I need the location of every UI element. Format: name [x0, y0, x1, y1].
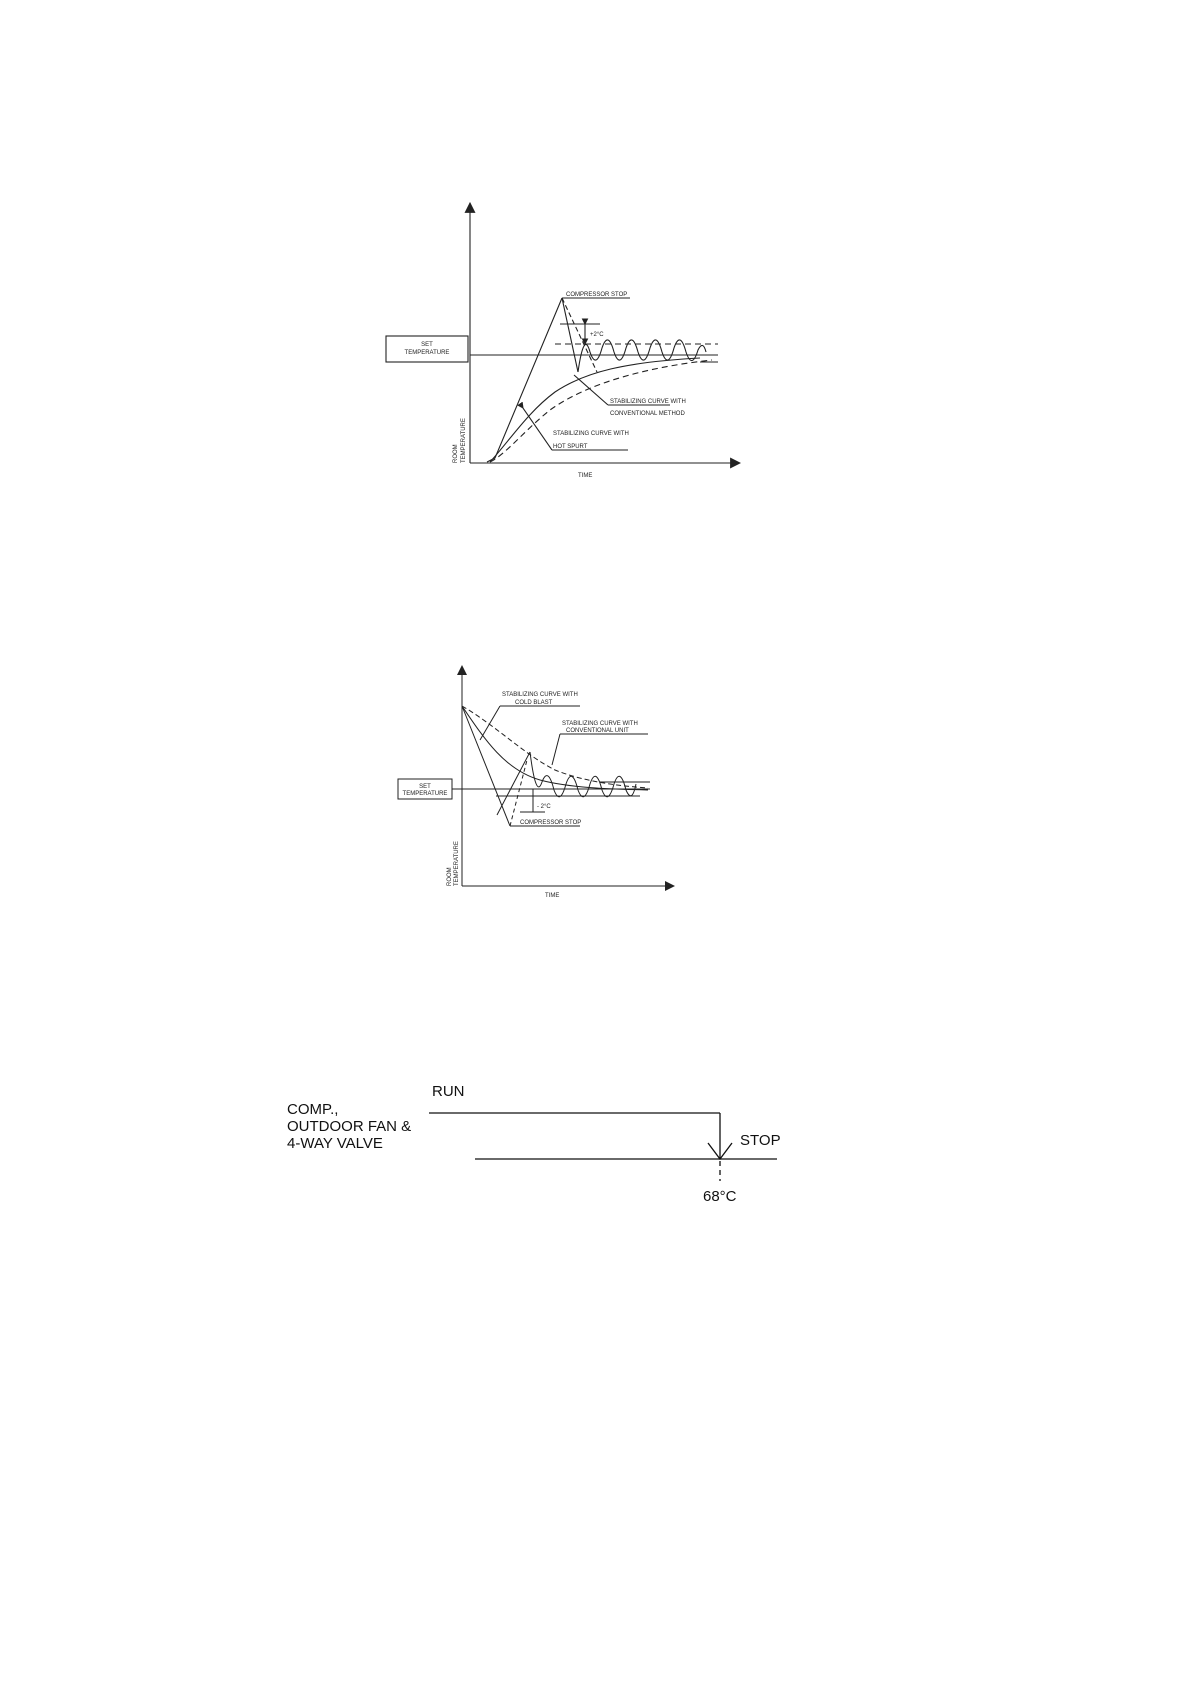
heating-hotspurt-label-1: STABILIZING CURVE WITH [553, 431, 629, 437]
cooling-drop-line [462, 706, 510, 826]
cooling-coldblast-leader [480, 706, 500, 740]
heating-first-dip [562, 298, 578, 372]
stop-label: STOP [740, 1132, 781, 1149]
heating-set-temp-label-1: SET [421, 342, 433, 348]
heating-set-temp-box [386, 336, 468, 362]
heating-hotspurt-curve [490, 358, 700, 462]
cooling-first-rise [497, 752, 530, 815]
protection-labels [287, 1083, 781, 1205]
cooling-coldblast-label-2: COLD BLAST [515, 700, 553, 706]
heating-room-temp-label-2: TEMPERATURE [461, 418, 467, 463]
cooling-room-temp-label-2: TEMPERATURE [454, 841, 460, 886]
heating-set-temp-label-2: TEMPERATURE [404, 350, 450, 356]
heating-room-temp-label-1: ROOM [453, 444, 459, 463]
heating-oscillation [578, 340, 706, 372]
device-label-2: OUTDOOR FAN & [287, 1118, 412, 1135]
heating-conventional-leader [574, 375, 608, 405]
cooling-conventional-label-2: CONVENTIONAL UNIT [566, 728, 629, 734]
heating-hotspurt-leader [523, 408, 552, 450]
cooling-oscillation [530, 752, 636, 797]
protection-diagram [429, 1113, 777, 1181]
cooling-conventional-leader [552, 734, 560, 765]
heating-conventional-label-2: CONVENTIONAL METHOD [610, 411, 685, 417]
cooling-coldblast-label-1: STABILIZING CURVE WITH [502, 692, 578, 698]
heating-hotspurt-label-2: HOT SPURT [553, 444, 588, 450]
heating-time-label: TIME [578, 473, 593, 479]
cooling-time-label: TIME [545, 893, 560, 899]
device-label-3: 4-WAY VALVE [287, 1135, 383, 1152]
run-label: RUN [432, 1083, 465, 1100]
cooling-set-temp-label-2: TEMPERATURE [402, 791, 448, 797]
heating-diagram [386, 203, 740, 463]
heating-rise-line [487, 298, 562, 462]
cooling-delta-label: - 2°C [537, 804, 551, 810]
heating-conventional-label-1: STABILIZING CURVE WITH [610, 399, 686, 405]
heating-labels [405, 292, 686, 479]
cooling-coldblast-curve [462, 706, 648, 790]
cooling-room-temp-label-1: ROOM [447, 867, 453, 886]
cooling-set-temp-label-1: SET [419, 784, 431, 790]
threshold-label: 68°C [703, 1188, 737, 1205]
cooling-compressor-stop-label: COMPRESSOR STOP [520, 820, 582, 826]
cooling-diagram [398, 666, 674, 886]
heating-compressor-stop-label: COMPRESSOR STOP [566, 292, 628, 298]
heating-delta-label: +2°C [590, 332, 604, 338]
device-label-1: COMP., [287, 1101, 339, 1118]
cooling-conventional-label-1: STABILIZING CURVE WITH [562, 721, 638, 727]
